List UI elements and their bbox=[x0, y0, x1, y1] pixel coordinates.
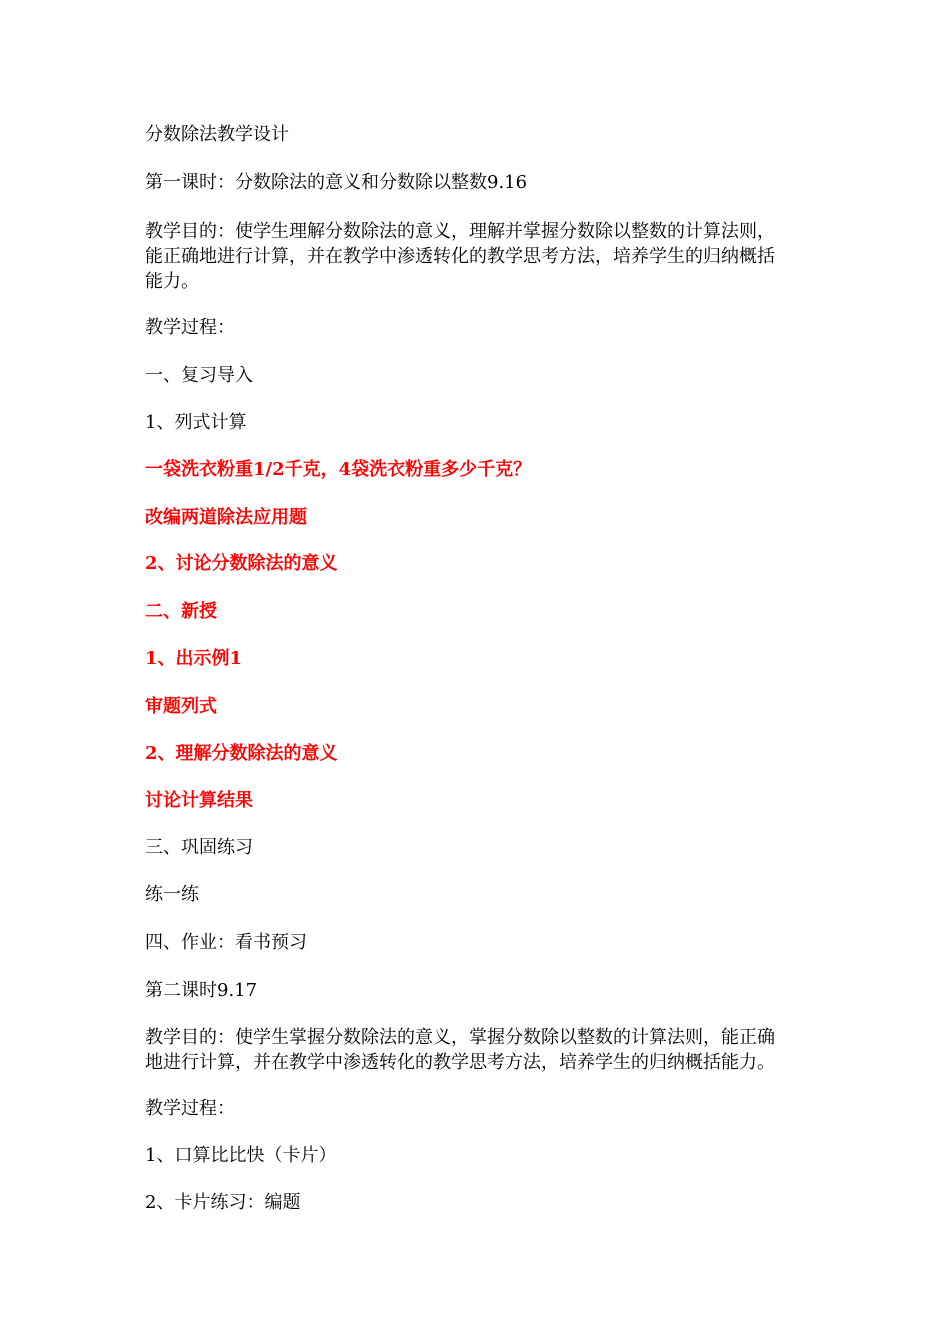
lesson2-goal bbox=[145, 1025, 815, 1075]
red-adapt-problems: 改编两道除法应用题 bbox=[145, 507, 307, 528]
red-section-new-lesson: 二、新授 bbox=[145, 601, 217, 622]
item-list-calculation: 1、列式计算 bbox=[145, 412, 247, 433]
red-understand-meaning: 2、理解分数除法的意义 bbox=[145, 743, 338, 764]
lesson1-goal-line-1: 教学目的：使学生理解分数除法的意义，理解并掌握分数除以整数的计算法则， bbox=[145, 221, 775, 242]
section-consolidation: 三、巩固练习 bbox=[145, 837, 253, 858]
lesson1-goal-line-2: 能正确地进行计算，并在教学中渗透转化的教学思考方法，培养学生的归纳概括 bbox=[145, 246, 775, 267]
red-discuss-result: 讨论计算结果 bbox=[145, 790, 253, 811]
lesson1-process-label: 教学过程： bbox=[145, 317, 235, 338]
section-homework: 四、作业：看书预习 bbox=[145, 932, 307, 953]
lesson2-item-card-practice: 2、卡片练习：编题 bbox=[145, 1192, 301, 1213]
lesson1-heading: 第一课时：分数除法的意义和分数除以整数9.16 bbox=[145, 172, 528, 193]
lesson2-goal-line-2: 地进行计算，并在教学中渗透转化的教学思考方法，培养学生的归纳概括能力。 bbox=[145, 1052, 775, 1073]
practice-label: 练一练 bbox=[145, 884, 199, 905]
lesson2-item-mental-math: 1、口算比比快（卡片） bbox=[145, 1145, 337, 1166]
red-review-formula: 审题列式 bbox=[145, 696, 217, 717]
red-problem-detergent: 一袋洗衣粉重1/2千克，4袋洗衣粉重多少千克？ bbox=[145, 459, 532, 480]
document-title: 分数除法教学设计 bbox=[145, 124, 289, 145]
lesson1-goal bbox=[145, 219, 815, 294]
lesson1-goal-line-3: 能力。 bbox=[145, 271, 199, 292]
lesson2-goal-line-1: 教学目的：使学生掌握分数除法的意义，掌握分数除以整数的计算法则，能正确 bbox=[145, 1027, 775, 1048]
red-discuss-meaning: 2、讨论分数除法的意义 bbox=[145, 553, 338, 574]
lesson2-heading: 第二课时9.17 bbox=[145, 980, 258, 1001]
red-show-example: 1、出示例1 bbox=[145, 648, 243, 669]
section-review-intro: 一、复习导入 bbox=[145, 365, 253, 386]
lesson2-process-label: 教学过程： bbox=[145, 1098, 235, 1119]
